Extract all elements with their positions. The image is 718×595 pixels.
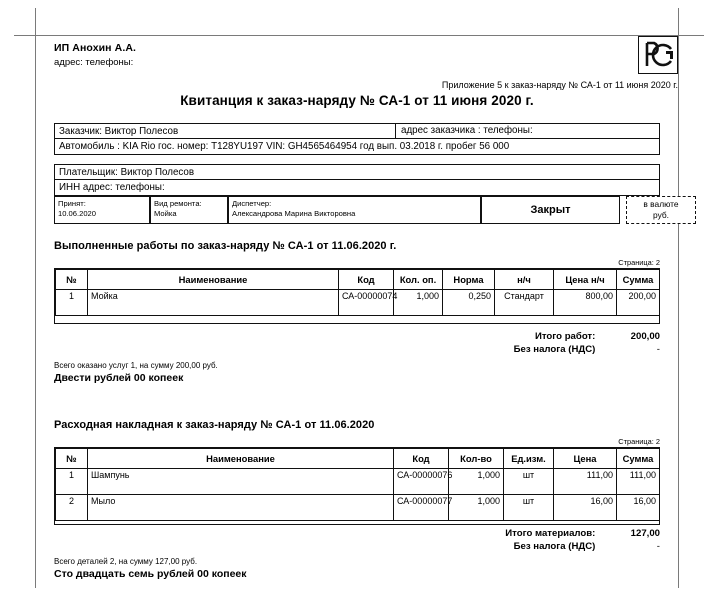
materials-cell-price-2: 16,00 (554, 495, 617, 521)
works-cell-norm: 0,250 (443, 290, 495, 316)
materials-table-header-row (56, 449, 660, 469)
payer-info-group (54, 164, 660, 196)
table-row (56, 495, 660, 521)
dispatcher-label: Диспетчер: (232, 199, 272, 208)
rst-certification-logo (638, 36, 678, 74)
works-tax-row (514, 343, 660, 356)
works-col-sum: Сумма (617, 270, 660, 290)
company-name: ИП Анохин А.А. (54, 42, 137, 54)
materials-tax-row (505, 540, 660, 553)
materials-cell-qty-1: 1,000 (449, 469, 504, 495)
works-tax-label: Без налога (НДС) (513, 344, 596, 355)
materials-cell-qty-2: 1,000 (449, 495, 504, 521)
works-summary-small: Всего оказано услуг 1, на сумму 200,00 руб. (54, 361, 218, 370)
status-strip (54, 196, 679, 224)
currency-value: руб. (653, 210, 669, 220)
works-cell-name: Мойка (88, 290, 339, 316)
materials-col-code: Код (394, 449, 449, 469)
vehicle-row: Автомобиль : KIA Rio гос. номер: T128YU197 VIN: GH4565464954 год вып. 03.2018 г. пробег 56 000 (54, 139, 660, 155)
works-col-num: № (56, 270, 88, 290)
works-cell-nh: Стандарт (495, 290, 554, 316)
page-title: Квитанция к заказ-наряду № СА-1 от 11 июня 2020 г. (180, 93, 534, 108)
materials-cell-code-2: СА-00000077 (394, 495, 449, 521)
works-cell-num: 1 (56, 290, 88, 316)
materials-cell-sum-2: 16,00 (617, 495, 660, 521)
accepted-label: Принят: (58, 199, 86, 208)
materials-cell-name-2: Мыло (88, 495, 394, 521)
rst-logo-glyph (639, 37, 676, 72)
works-col-code: Код (339, 270, 394, 290)
materials-tax-label: Без налога (НДС) (513, 541, 596, 552)
materials-section-title: Расходная накладная к заказ-наряду № СА-1 от 11.06.2020 (54, 419, 375, 431)
materials-col-qty: Кол-во (449, 449, 504, 469)
materials-summary-small: Всего деталей 2, на сумму 127,00 руб. (54, 557, 198, 566)
works-summary-words: Двести рублей 00 копеек (54, 372, 184, 384)
works-cell-code: СА-00000074 (339, 290, 394, 316)
status-badge: Закрыт (481, 196, 620, 224)
works-total-row (514, 330, 660, 343)
inn-row: ИНН адрес: телефоны: (54, 180, 660, 196)
repair-type-cell (150, 196, 228, 224)
crop-mark-vertical-right (678, 8, 679, 588)
materials-col-num: № (56, 449, 88, 469)
materials-cell-unit-2: шт (504, 495, 554, 521)
works-col-nh: н/ч (495, 270, 554, 290)
works-total-value: 200,00 (630, 331, 660, 342)
customer-name-label: Заказчик: Виктор Полесов (59, 126, 179, 137)
currency-label: в валюте (643, 199, 679, 209)
works-cell-price: 800,00 (554, 290, 617, 316)
works-col-norm: Норма (443, 270, 495, 290)
works-totals (514, 330, 660, 356)
materials-cell-price-1: 111,00 (554, 469, 617, 495)
materials-total-row (505, 527, 660, 540)
table-row (56, 290, 660, 316)
works-page-note: Страница: 2 (618, 258, 660, 267)
works-section-title: Выполненные работы по заказ-наряду № СА-1 от 11.06.2020 г. (54, 240, 397, 252)
company-contacts: адрес: телефоны: (54, 57, 134, 68)
materials-cell-unit-1: шт (504, 469, 554, 495)
repair-type-label: Вид ремонта: (154, 199, 202, 208)
materials-cell-num-1: 1 (56, 469, 88, 495)
works-table (55, 269, 660, 316)
materials-cell-code-1: СА-00000076 (394, 469, 449, 495)
table-row (56, 469, 660, 495)
materials-totals (505, 527, 660, 553)
repair-type-value: Мойка (154, 209, 177, 218)
payer-row: Плательщик: Виктор Полесов (54, 164, 660, 180)
works-table-header-row (56, 270, 660, 290)
materials-cell-sum-1: 111,00 (617, 469, 660, 495)
works-cell-qty: 1,000 (394, 290, 443, 316)
materials-total-value: 127,00 (630, 528, 660, 539)
works-col-name: Наименование (88, 270, 339, 290)
works-col-qty: Кол. оп. (394, 270, 443, 290)
materials-tax-value: - (656, 541, 660, 552)
materials-page-note: Страница: 2 (618, 437, 660, 446)
customer-info-group (54, 123, 660, 155)
accepted-value: 10.06.2020 (58, 209, 97, 218)
materials-col-name: Наименование (88, 449, 394, 469)
currency-box (626, 196, 696, 224)
accepted-cell (54, 196, 150, 224)
materials-col-sum: Сумма (617, 449, 660, 469)
materials-col-price: Цена (554, 449, 617, 469)
materials-col-unit: Ед.изм. (504, 449, 554, 469)
materials-summary-words: Сто двадцать семь рублей 00 копеек (54, 568, 247, 580)
works-cell-sum: 200,00 (617, 290, 660, 316)
customer-address-label: адрес заказчика : телефоны: (395, 124, 659, 138)
dispatcher-cell (228, 196, 481, 224)
works-total-label: Итого работ: (534, 331, 596, 342)
appendix-reference: Приложение 5 к заказ-наряду № СА-1 от 11 июня 2020 г. (441, 80, 678, 90)
works-col-price: Цена н/ч (554, 270, 617, 290)
materials-table (55, 448, 660, 521)
dispatcher-value: Александрова Марина Викторовна (232, 209, 356, 218)
materials-cell-num-2: 2 (56, 495, 88, 521)
materials-total-label: Итого материалов: (505, 528, 596, 539)
customer-row (54, 123, 660, 139)
works-tax-value: - (656, 344, 660, 355)
document-sheet (36, 36, 678, 588)
materials-cell-name-1: Шампунь (88, 469, 394, 495)
